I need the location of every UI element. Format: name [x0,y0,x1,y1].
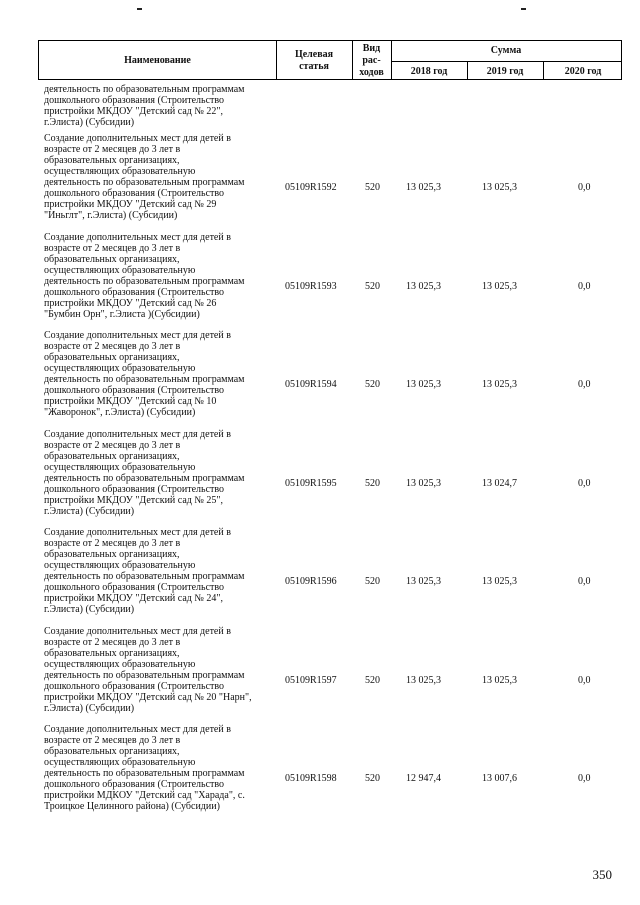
row-expense-type: 520 [365,773,380,784]
row-target-code: 05109R1592 [285,182,337,193]
table-row-continuation [44,84,624,133]
row-target-code: 05109R1596 [285,576,337,587]
row-sum-2018: 13 025,3 [406,379,441,390]
table-row [44,724,624,823]
row-sum-2019: 13 025,3 [482,182,517,193]
row-name: Создание дополнительных мест для детей в возрасте от 2 месяцев до 3 лет в образовательных организациях, осуществляющих образовательную деятельность по образовательным программам дошкольного образования (Строительство пристройки МКДОУ "Детский сад № 29 "Иньглт", г.Элиста) (Субсидии) [44,133,245,221]
row-expense-type: 520 [365,182,380,193]
table-row [44,527,624,626]
row-name: Создание дополнительных мест для детей в возрасте от 2 месяцев до 3 лет в образовательных организациях, осуществляющих образовательную деятельность по образовательным программам дошкольного образования (Строительство пристройки МКДОУ "Детский сад № 26 "Бумбин Орн", г.Элиста )(Субсидии) [44,231,245,320]
row-sum-2020: 0,0 [578,773,591,784]
top-mark-right [521,8,526,10]
table-row [44,429,624,528]
row-target-code: 05109R1597 [285,674,337,686]
header-sum: Сумма [490,45,522,56]
top-mark-left [137,8,142,10]
table-row [44,626,624,725]
row-target-code: 05109R1594 [285,379,337,390]
header-name: Наименование [124,55,191,66]
header-2020: 2020 год [564,66,602,77]
row-sum-2020: 0,0 [578,182,591,193]
row-sum-2018: 13 025,3 [406,674,441,686]
row-name: Создание дополнительных мест для детей в возрасте от 2 месяцев до 3 лет в образовательных организациях, осуществляющих образовательную деятельность по образовательным программам дошкольного образования (Строительство пристройки МКДОУ "Детский сад № 24", г.Элиста) (Субсидии) [44,527,245,615]
row-expense-type: 520 [365,477,380,489]
table-row [44,330,624,429]
table-row [44,232,624,331]
row-sum-2020: 0,0 [578,576,591,587]
row-sum-2018: 12 947,4 [406,773,441,784]
row-sum-2019: 13 025,3 [482,576,517,587]
row-sum-2019: 13 025,3 [482,280,517,292]
row-expense-type: 520 [365,280,380,292]
row-target-code: 05109R1593 [285,280,337,292]
page-number: 350 [592,867,612,882]
row-sum-2018: 13 025,3 [406,576,441,587]
row-target-code: 05109R1595 [285,477,337,489]
row-sum-2020: 0,0 [578,477,591,489]
row-sum-2019: 13 025,3 [482,674,517,686]
row-sum-2019: 13 024,7 [482,477,517,489]
row-name: деятельность по образовательным программам дошкольного образования (Строительство пристройки МКДОУ "Детский сад № 22", г.Элиста) (Субсидии) [44,84,245,128]
row-name: Создание дополнительных мест для детей в возрасте от 2 месяцев до 3 лет в образовательных организациях, осуществляющих образовательную деятельность по образовательным программам дошкольного образования (Строительство пристройки МКДОУ "Детский сад № 10 "Жаворонок", г.Элиста) (Субсидии) [44,330,245,418]
row-sum-2020: 0,0 [578,280,591,292]
row-sum-2018: 13 025,3 [406,280,441,292]
row-expense-type: 520 [365,379,380,390]
header-vid-1: Вид [362,43,381,54]
table-row [44,133,624,232]
row-sum-2020: 0,0 [578,379,591,390]
header-2019: 2019 год [486,66,524,77]
header-vid-3: ходов [359,67,384,78]
row-sum-2018: 13 025,3 [406,477,441,489]
row-target-code: 05109R1598 [285,773,337,784]
row-name: Создание дополнительных мест для детей в возрасте от 2 месяцев до 3 лет в образовательных организациях, осуществляющих образовательную деятельность по образовательным программам дошкольного образования (Строительство пристройки МКДОУ "Детский сад № 25", г.Элиста) (Субсидии) [44,428,245,517]
header-target-2: статья [299,61,329,72]
header-2018: 2018 год [410,66,448,77]
row-sum-2019: 13 007,6 [482,773,517,784]
row-sum-2020: 0,0 [578,674,591,686]
header-target-1: Целевая [294,49,334,60]
row-sum-2018: 13 025,3 [406,182,441,193]
table-header [38,40,622,80]
table-body [44,84,624,823]
header-vid-2: рас- [362,55,381,66]
row-name: Создание дополнительных мест для детей в возрасте от 2 месяцев до 3 лет в образовательных организациях, осуществляющих образовательную деятельность по образовательным программам дошкольного образования (Строительство пристройки МДКОУ "Детский сад "Харада", с. Троицкое Целинного района) (Субсидии) [44,724,245,812]
row-expense-type: 520 [365,576,380,587]
row-sum-2019: 13 025,3 [482,379,517,390]
row-expense-type: 520 [365,674,380,686]
row-name: Создание дополнительных мест для детей в возрасте от 2 месяцев до 3 лет в образовательных организациях, осуществляющих образовательную деятельность по образовательным программам дошкольного образования (Строительство пристройки МКДОУ "Детский сад № 20 "Нарн", г.Элиста) (Субсидии) [44,625,252,714]
